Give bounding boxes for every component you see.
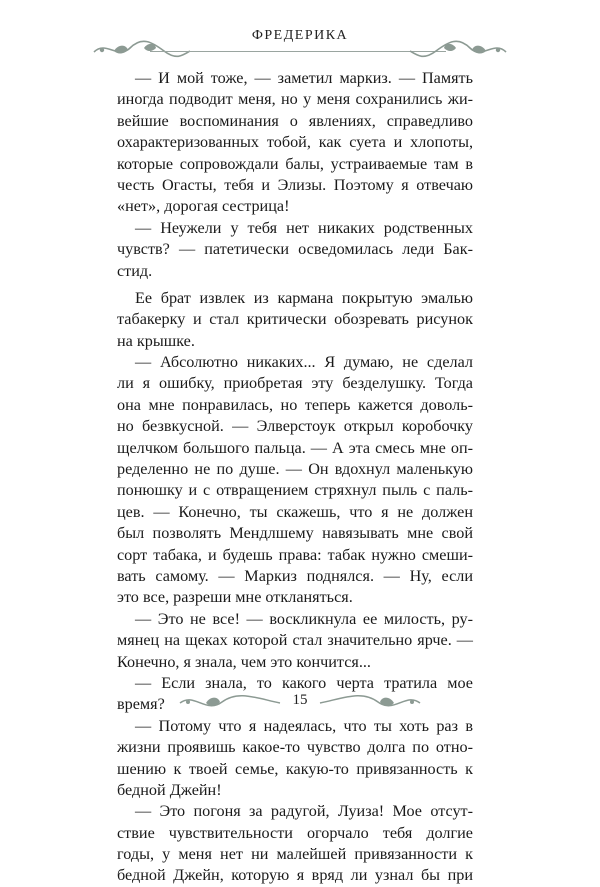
text-line: Ее брат извлек из кармана покрытую эмалью: [135, 288, 473, 307]
page-footer: [0, 684, 600, 724]
text-line: время?: [117, 695, 165, 714]
text-line: стид.: [117, 261, 153, 280]
footer-right-flourish-icon: [314, 690, 424, 716]
text-line: — Потому что я надеялась, что ты хоть раз в: [135, 716, 473, 735]
page-number: 15: [292, 692, 308, 708]
text-line: которые сопровождали балы, устраиваемые там в: [117, 154, 473, 173]
text-line: вейшие воспоминания о явлениях, справедливо: [117, 111, 473, 130]
text-line: цев. — Конечно, ты скажешь, что я не должен: [117, 502, 473, 521]
text-line: ли я ошибку, приобретая эту безделушку. Тогда: [117, 374, 473, 393]
text-line: она мне понравилась, но теперь кажется доволь-: [117, 395, 473, 414]
text-line: щелчком большого пальца. — А эта смесь мне оп-: [117, 438, 473, 457]
text-line: «нет», дорогая сестрица!: [117, 197, 290, 216]
right-flourish-ornament-icon: [408, 36, 508, 64]
text-line: табакерку и стал критически обозревать рисунок: [117, 310, 473, 329]
text-line: был позволять Мендлшему навязывать мне свой: [117, 524, 473, 543]
text-line: чувств? — патетически осведомилась леди Бак-: [117, 240, 473, 259]
text-line: понюшку и с отвращением стряхнул пыль с паль-: [117, 481, 473, 500]
text-line: бедной Джейн!: [117, 780, 222, 799]
text-line: ствие чувствительности огорчало тебя долгие: [117, 823, 473, 842]
text-line: иногда подводит меня, но у меня сохранились жи-: [117, 90, 473, 109]
text-line: вать самому. — Маркиз поднялся. — Ну, если: [117, 566, 473, 585]
text-line: — Это погоня за радугой, Луиза! Мое отсут-: [135, 802, 473, 821]
text-line: Конечно, я знала, чем это кончится...: [117, 652, 371, 671]
page-body-text: [117, 68, 473, 887]
text-line: это все, разреши мне откланяться.: [117, 588, 353, 607]
text-line: — Это не все! — воскликнула ее милость, ру-: [135, 609, 473, 628]
text-line: бедной Джейн, которую я вряд ли узнал бы при: [117, 866, 473, 885]
text-line: — Если знала, то какого черта тратила мое: [135, 673, 473, 692]
text-line: но безвкусной. — Элверстоук открыл коробочку: [117, 417, 473, 436]
text-line: жизни проявишь какое-то чувство долга по отно-: [117, 738, 473, 757]
text-line: — Неужели у тебя нет никаких родственных: [135, 218, 473, 237]
text-line: охарактеризованных тобой, как суета и хлопоты,: [117, 133, 473, 152]
text-line: годы, у меня нет ни малейшей привязанности к: [117, 845, 473, 864]
running-title: ФРЕДЕРИКА: [251, 28, 349, 43]
text-line: — Абсолютно никаких... Я думаю, не сделал: [135, 353, 473, 372]
text-line: ределенно не по душе. — Он вдохнул маленькую: [117, 460, 473, 479]
text-line: на крышке.: [117, 331, 195, 350]
text-line: шению к твоей семье, какую-то привязанность к: [117, 759, 473, 778]
text-line: — И мой тоже, — заметил маркиз. — Память: [135, 69, 473, 87]
header-rule: [150, 51, 446, 52]
text-line: сорт табака, и будешь права: табак нужно смеши-: [117, 545, 473, 564]
text-line: мянец на щеках которой стал значительно ярче. —: [117, 631, 473, 650]
text-line: честь Огасты, тебя и Элизы. Поэтому я отвечаю: [117, 175, 473, 194]
running-header: [0, 22, 600, 66]
